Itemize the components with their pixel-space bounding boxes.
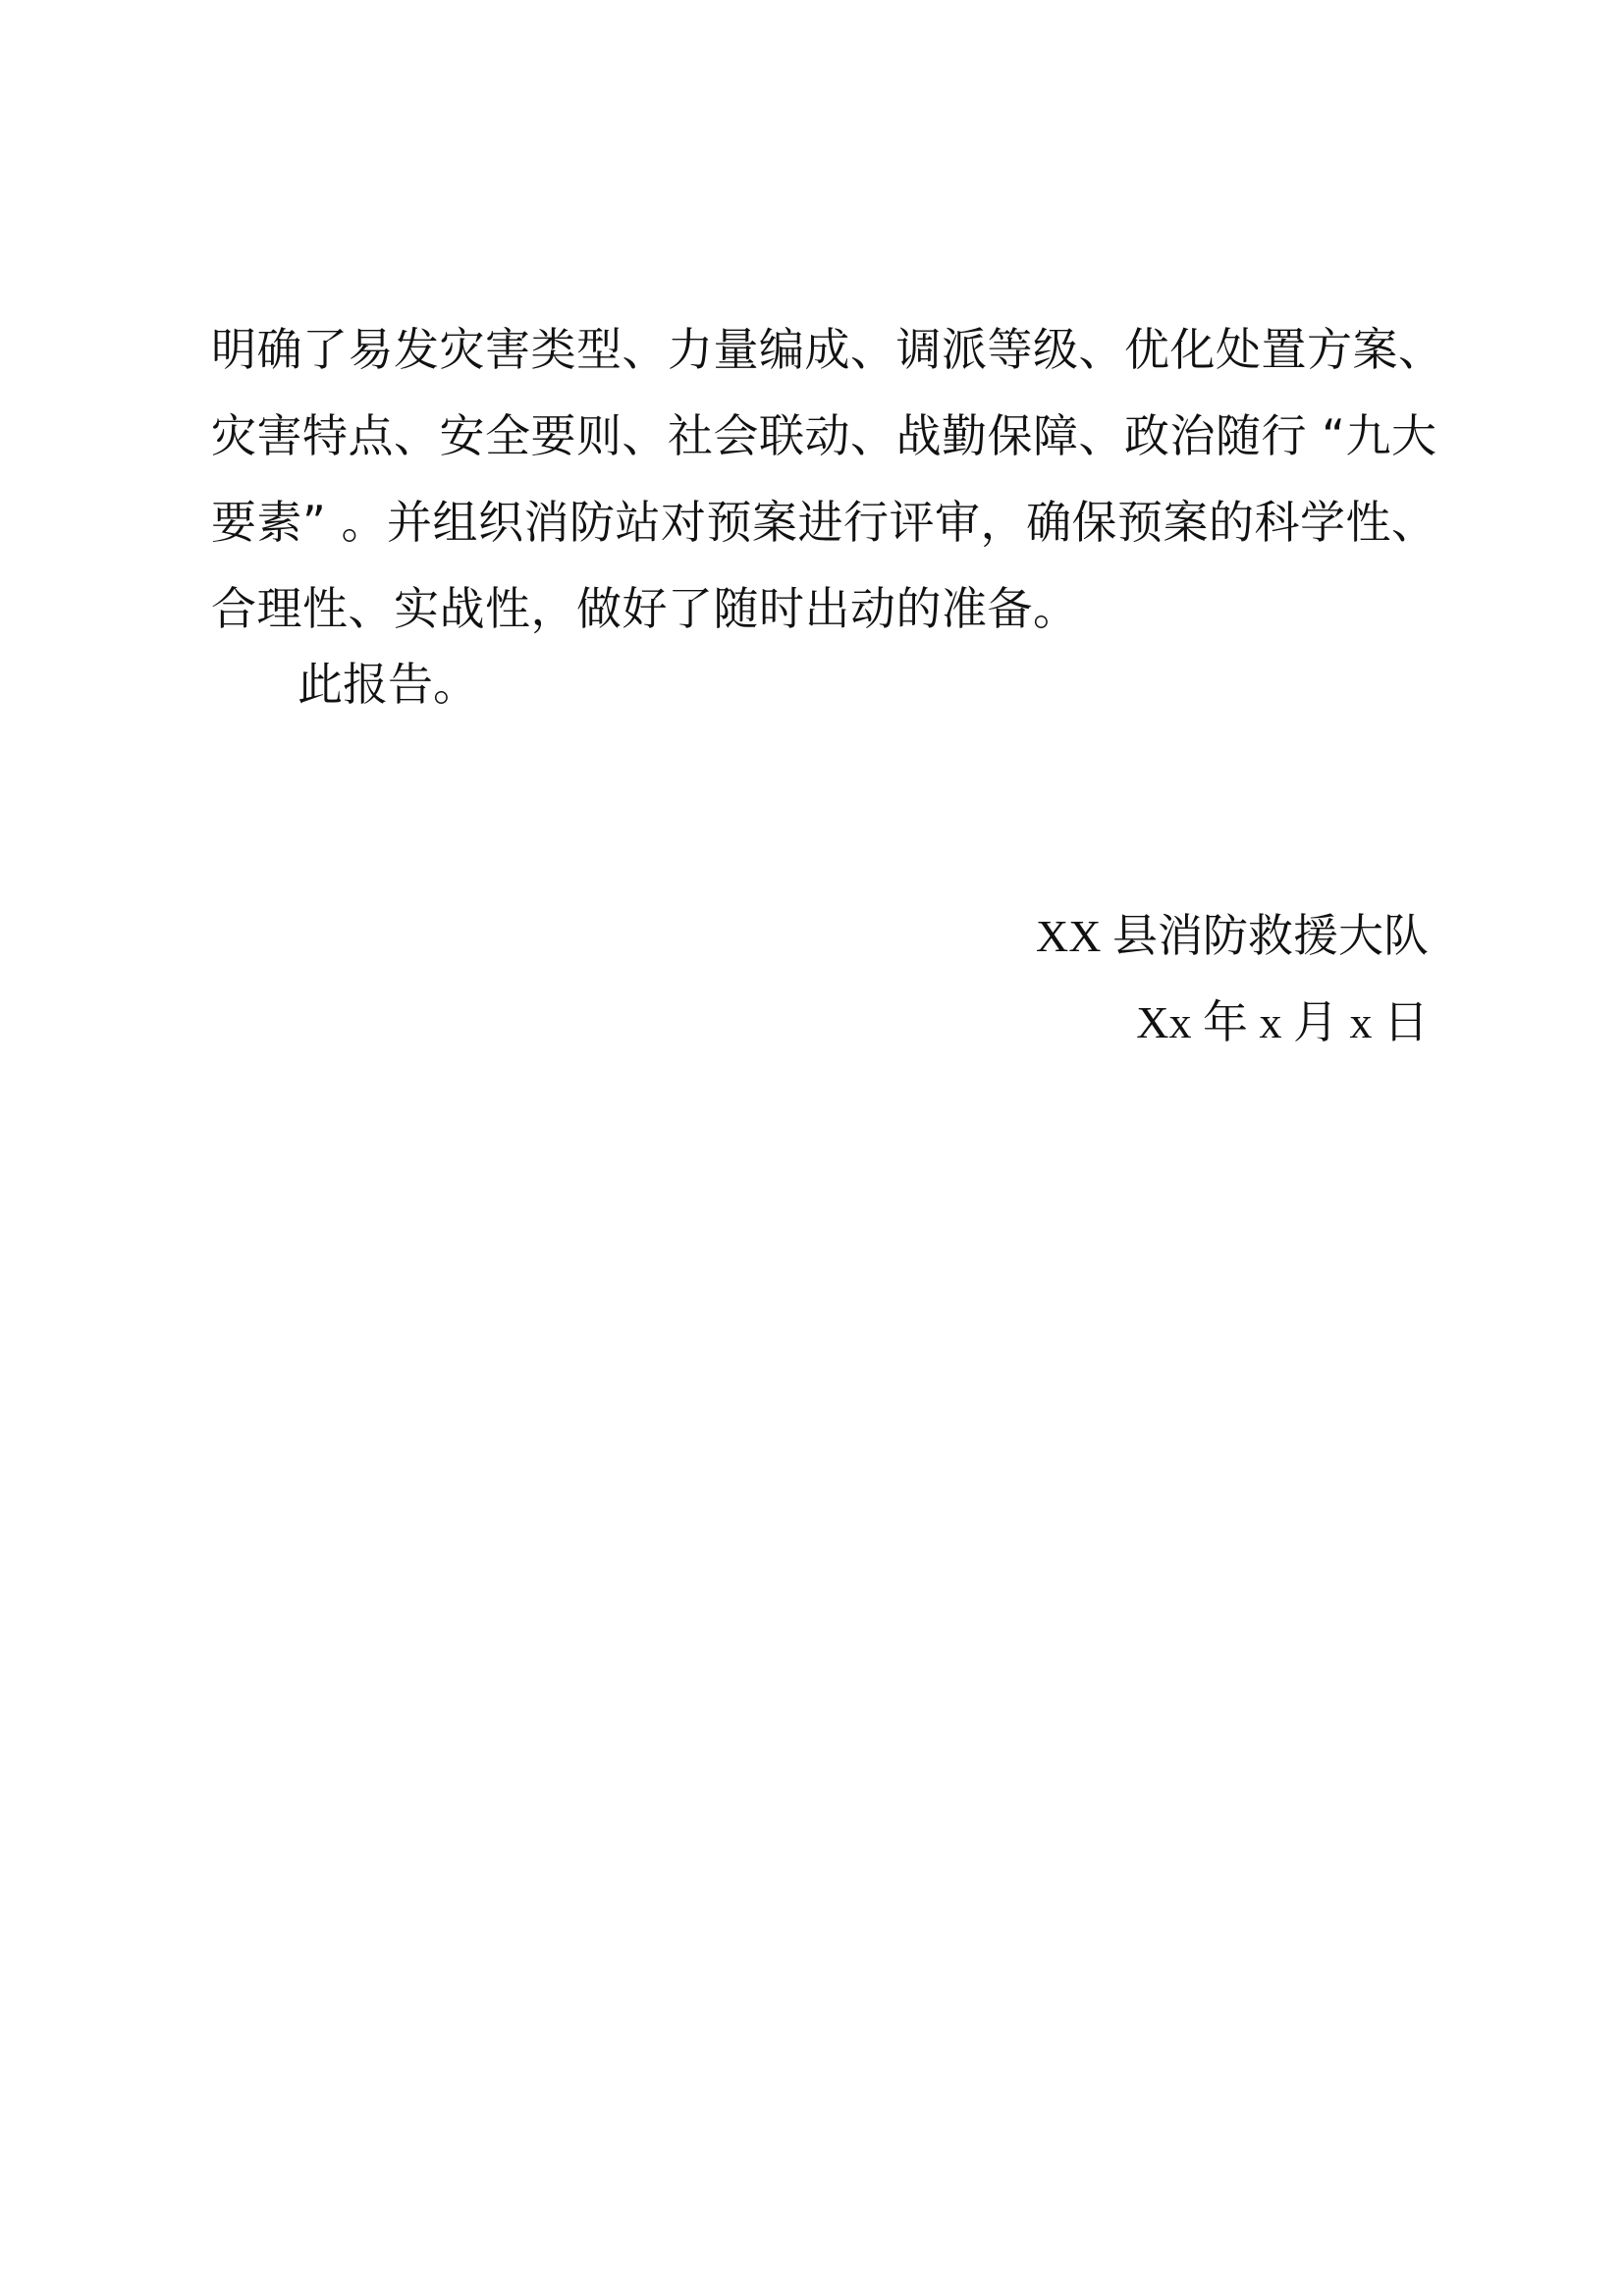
paragraph-line: 明确了易发灾害类型、力量编成、调派等级、优化处置方案、 xyxy=(211,323,1444,376)
signature-block xyxy=(1036,893,1429,1066)
paragraph-line: 灾害特点、安全要则、社会联动、战勤保障、政治随行 “九大 xyxy=(211,409,1437,462)
body-paragraph xyxy=(211,306,1444,652)
paragraph-line: 合理性、实战性，做好了随时出动的准备。 xyxy=(211,582,1079,635)
signature-date: Xx 年 x 月 x 日 xyxy=(1136,997,1429,1047)
paragraph-line: 要素” 。并组织消防站对预案进行评审，确保预案的科学性、 xyxy=(211,496,1437,549)
signature-organization: XX 县消防救援大队 xyxy=(1036,911,1429,961)
closing-text: 此报告。 xyxy=(298,658,478,711)
